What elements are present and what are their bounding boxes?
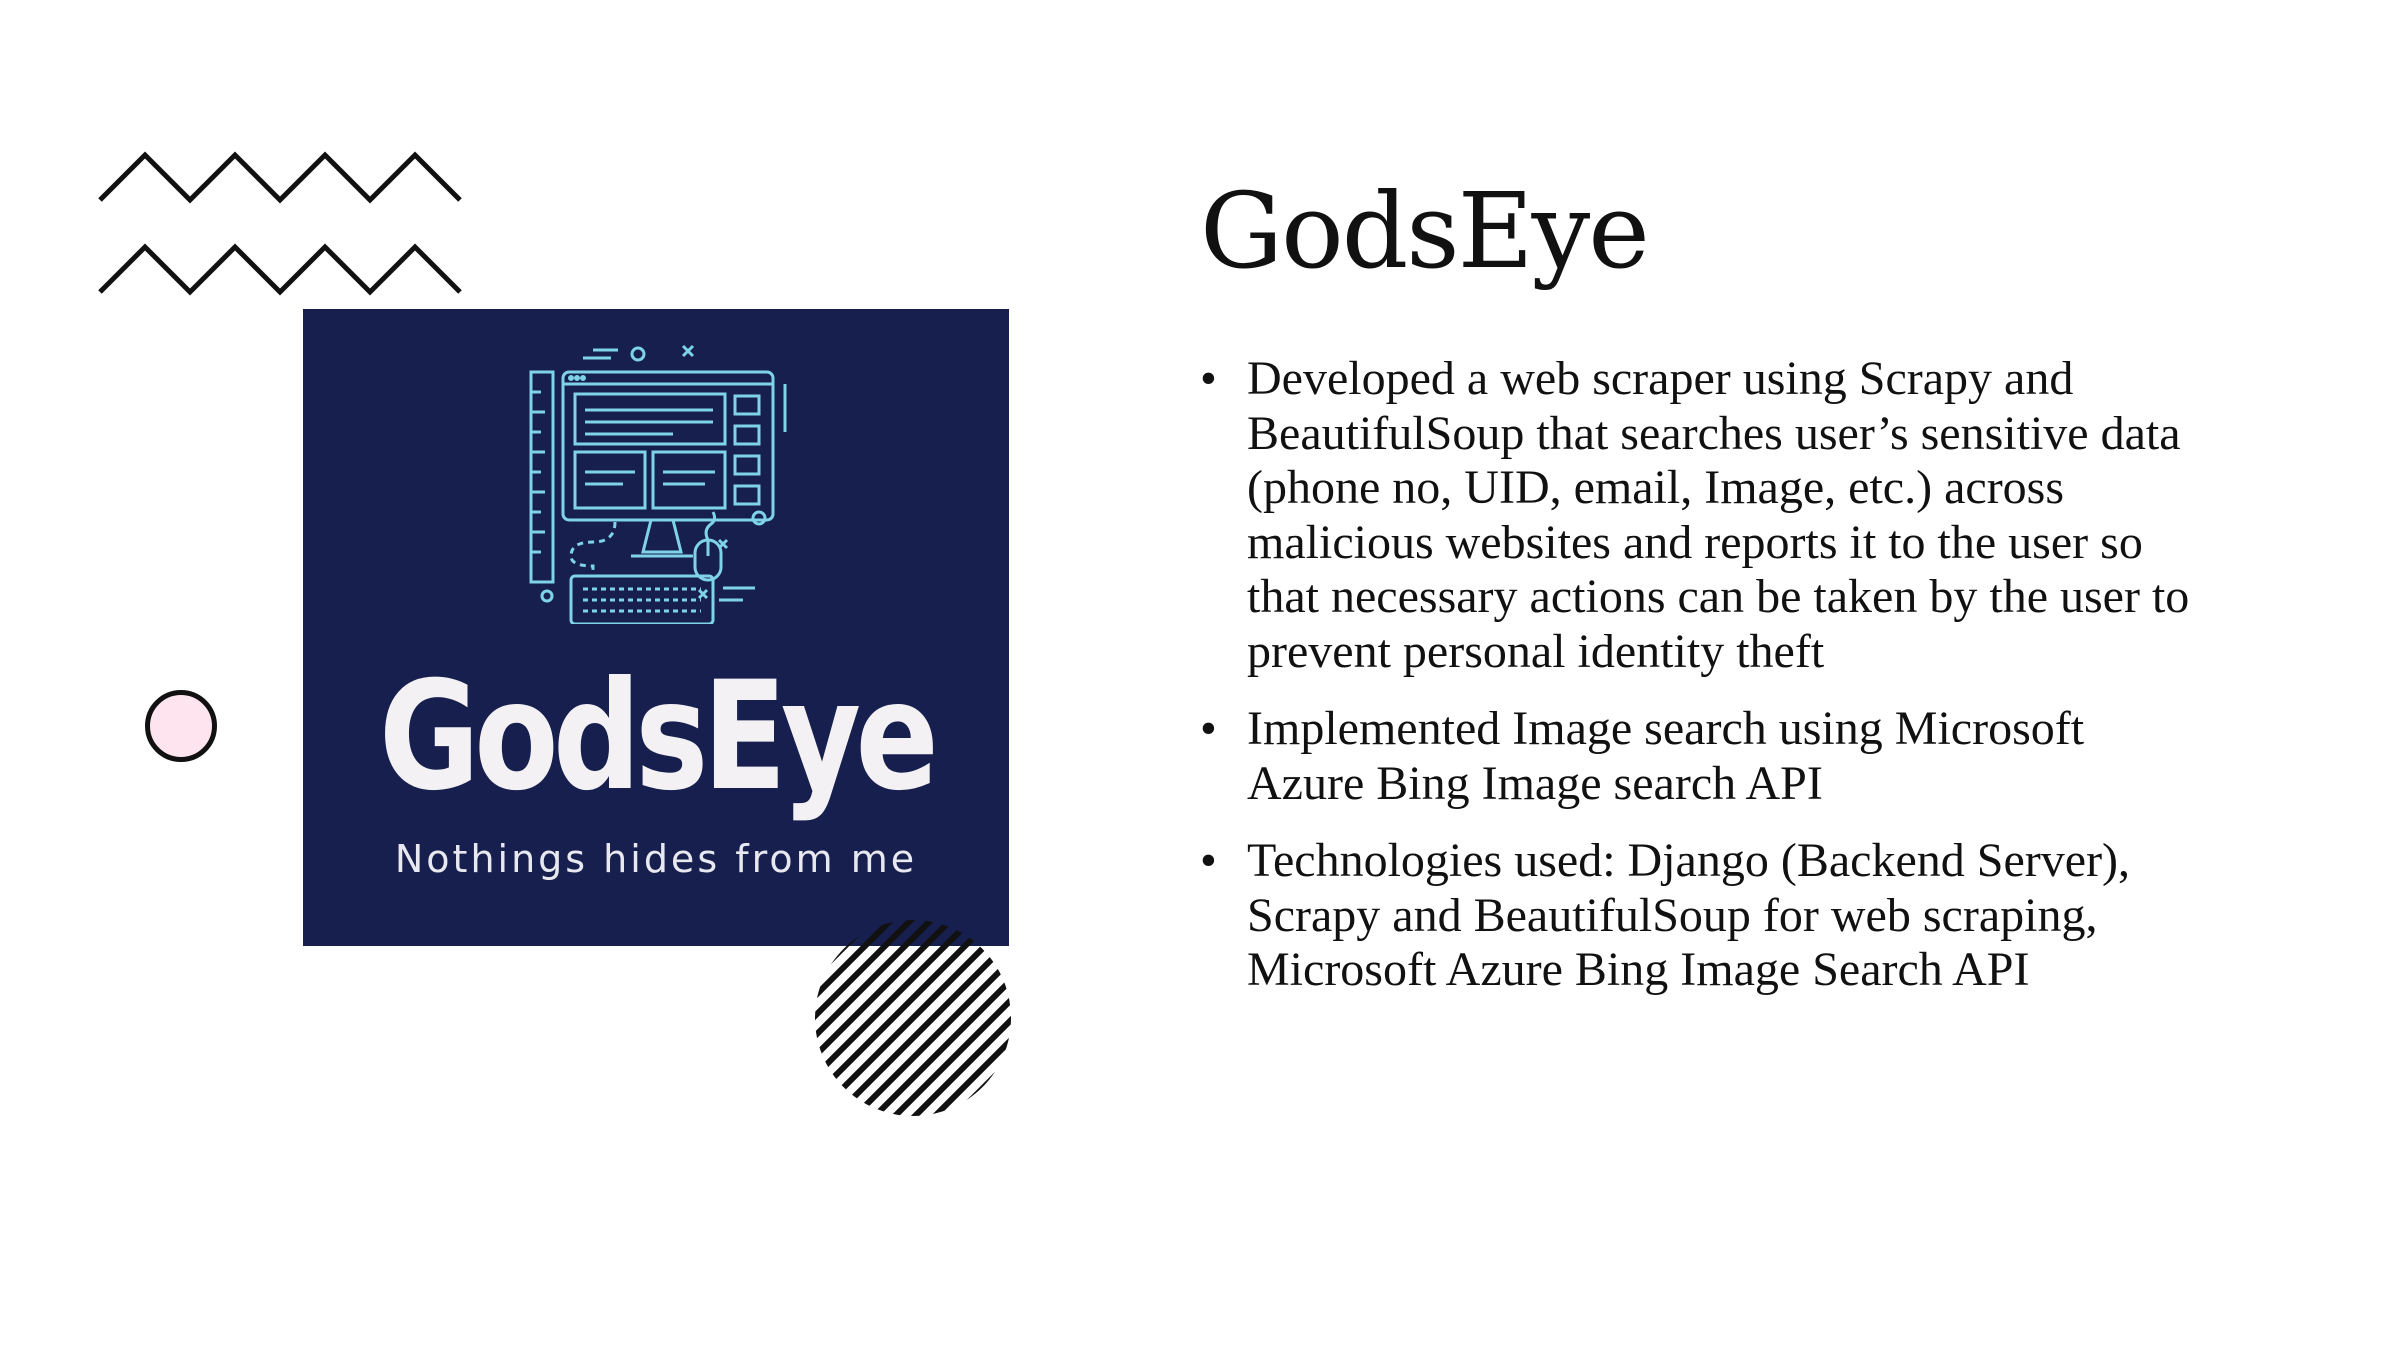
logo-title: GodsEye bbox=[378, 650, 934, 824]
logo-tagline: Nothings hides from me bbox=[394, 837, 918, 881]
bullet-list bbox=[1200, 352, 2200, 1021]
zigzag-lines-icon bbox=[95, 150, 480, 310]
logo-card bbox=[303, 309, 1009, 946]
slide-title: GodsEye bbox=[1200, 170, 1648, 292]
bullet-item: • Implemented Image search using Microsoft Azure Bing Image search API bbox=[1200, 702, 2200, 811]
bullet-item: • Technologies used: Django (Backend Server), Scrapy and BeautifulSoup for web scraping, Microsoft Azure Bing Image Search API bbox=[1200, 834, 2200, 998]
bullet-item: • Developed a web scraper using Scrapy and BeautifulSoup that searches user’s sensitive data (phone no, UID, email, Image, etc.) across malicious websites and reports it to the user so that necessary actions can be taken by the user to prevent personal identity theft bbox=[1200, 352, 2200, 679]
hatched-circle-icon bbox=[813, 918, 1013, 1118]
pink-circle-decoration bbox=[145, 690, 217, 762]
computer-workstation-icon bbox=[523, 344, 803, 624]
